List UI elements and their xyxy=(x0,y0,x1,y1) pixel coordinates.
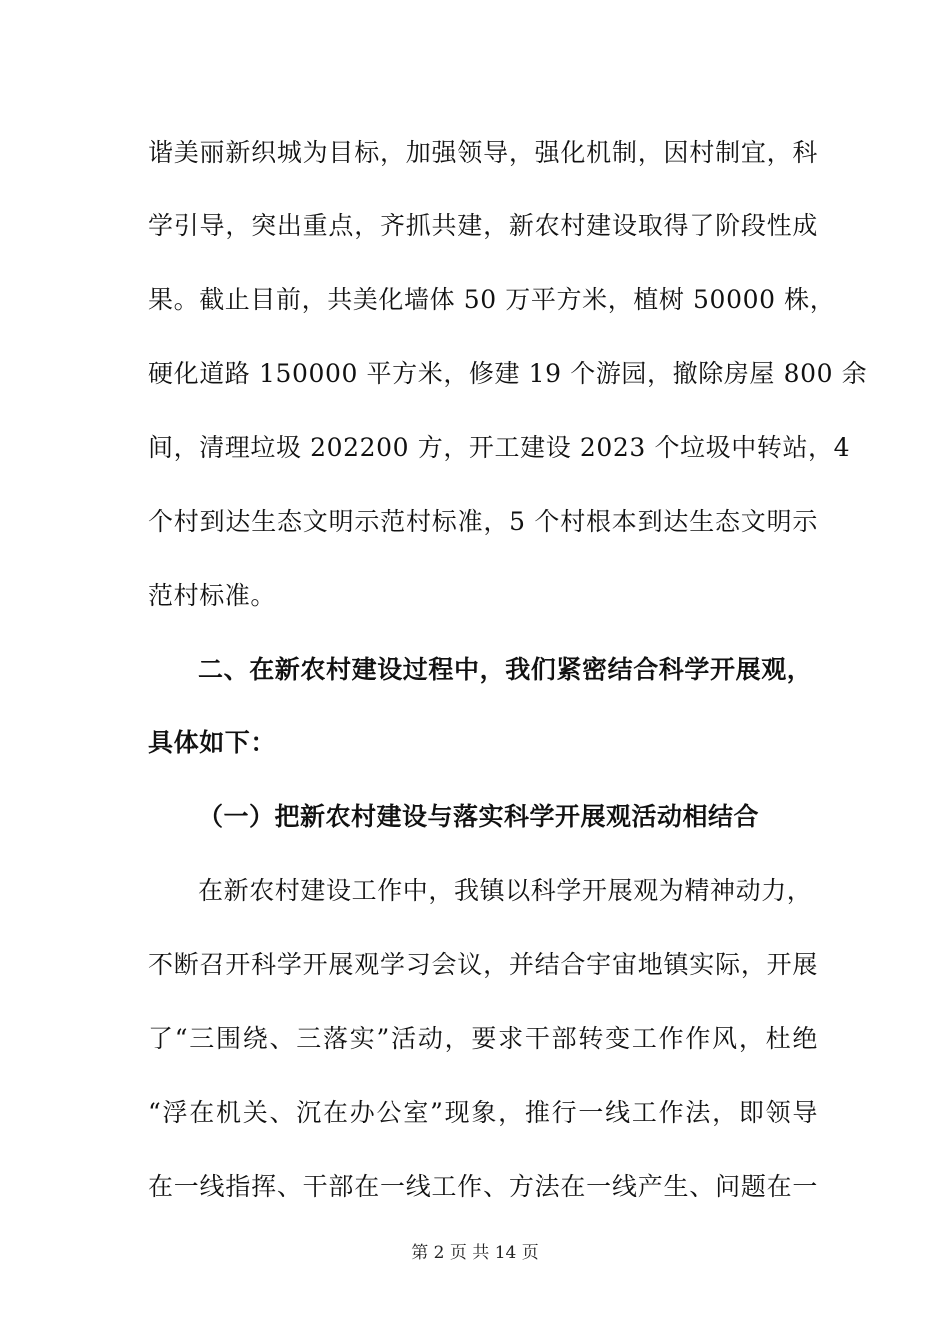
paragraph-line-3: 果。截止目前，共美化墙体 50 万平方米，植树 50000 株， xyxy=(148,285,836,314)
paragraph-line-5: 间，清理垃圾 202200 方，开工建设 2023 个垃圾中转站，4 xyxy=(148,433,851,462)
paragraph-line-7: 范村标准。 xyxy=(148,581,277,610)
page-footer: 第 2 页 共 14 页 xyxy=(411,1243,539,1263)
section-heading-line-2: 具体如下： xyxy=(148,728,277,757)
paragraph2-line-1: 在新农村建设工作中，我镇以科学开展观为精神动力， xyxy=(198,876,813,905)
paragraph-line-6: 个村到达生态文明示范村标准，5 个村根本到达生态文明示 xyxy=(148,507,818,536)
paragraph2-line-5: 在一线指挥、干部在一线工作、方法在一线产生、问题在一 xyxy=(148,1172,818,1201)
section-heading-line-1: 二、在新农村建设过程中，我们紧密结合科学开展观， xyxy=(198,655,813,684)
paragraph-line-1: 谐美丽新织城为目标，加强领导，强化机制，因村制宜，科 xyxy=(148,138,818,167)
paragraph2-line-2: 不断召开科学开展观学习会议，并结合宇宙地镇实际，开展 xyxy=(148,950,818,979)
paragraph2-line-4: “浮在机关、沉在办公室”现象，推行一线工作法，即领导 xyxy=(148,1098,818,1127)
paragraph-line-2: 学引导，突出重点，齐抓共建，新农村建设取得了阶段性成 xyxy=(148,211,818,240)
paragraph-line-4: 硬化道路 150000 平方米，修建 19 个游园，撤除房屋 800 余 xyxy=(148,359,868,388)
subheading: （一）把新农村建设与落实科学开展观活动相结合 xyxy=(198,802,760,831)
paragraph2-line-3: 了“三围绕、三落实”活动，要求干部转变工作作风，杜绝 xyxy=(148,1024,818,1053)
